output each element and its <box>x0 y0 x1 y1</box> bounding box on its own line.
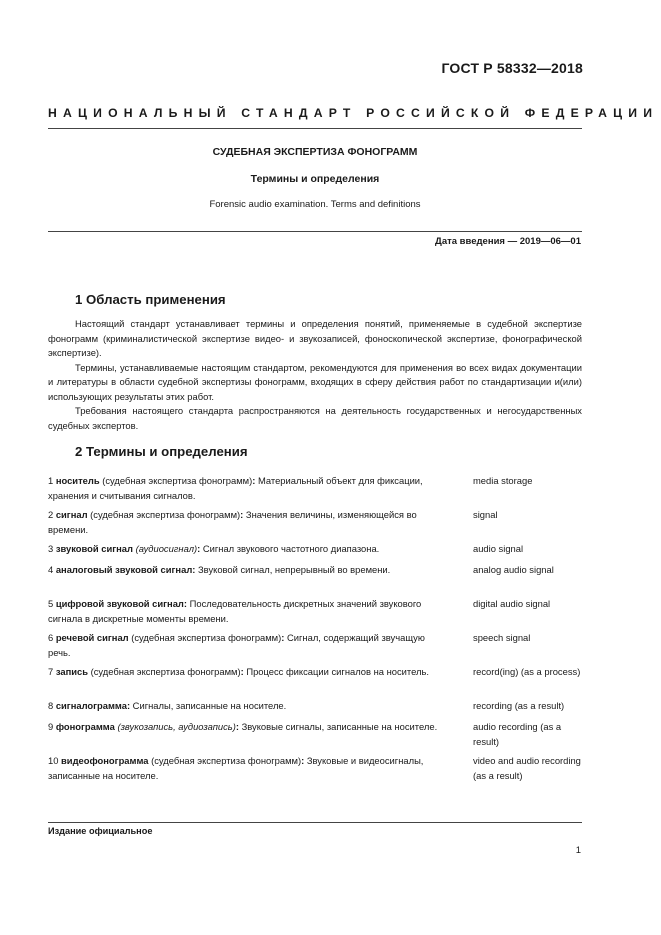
term-separator: : <box>183 598 188 609</box>
term-definition: Звуковые и видеосигналы, записанные на носителе. <box>48 755 424 781</box>
term-entry <box>48 508 442 537</box>
english-title: Forensic audio examination. Terms and definitions <box>209 199 421 210</box>
term-english: recording (as a result) <box>473 700 565 711</box>
term-word: сигналограмма <box>55 700 127 711</box>
term-entry <box>48 754 442 783</box>
term-definition: Материальный объект для фиксации, хранения и считывания сигналов. <box>48 475 423 501</box>
term-separator: : <box>240 666 244 677</box>
term-separator: : <box>240 509 244 520</box>
introduction-date: Дата введения — 2019—06—01 <box>435 236 581 247</box>
page-number: 1 <box>575 845 581 856</box>
paragraph: Требования настоящего стандарта распространяются на деятельность государственных и негосударственных судебных экспертов. <box>48 405 582 431</box>
term-entry <box>48 542 442 557</box>
divider-footer <box>48 822 582 823</box>
official-edition-label: Издание официальное <box>48 826 153 836</box>
term-english: signal <box>473 509 498 520</box>
term-separator: : <box>192 564 196 575</box>
term-word: речевой сигнал <box>55 632 129 643</box>
term-area: (судебная экспертиза фонограмм) <box>148 755 302 766</box>
section-1-body <box>48 317 582 433</box>
term-english: video and audio recording (as a result) <box>473 755 581 781</box>
term-english: audio signal <box>473 543 524 554</box>
term-english: digital audio signal <box>473 598 551 609</box>
term-english: speech signal <box>473 632 531 643</box>
term-area: (судебная экспертиза фонограмм) <box>87 666 241 677</box>
term-entry <box>48 720 442 735</box>
term-separator: : <box>252 475 256 486</box>
term-area: (судебная экспертиза фонограмм) <box>87 509 241 520</box>
national-standard-banner: НАЦИОНАЛЬНЫЙ СТАНДАРТ РОССИЙСКОЙ ФЕДЕРАЦИИ <box>48 106 659 120</box>
term-entry <box>48 597 442 626</box>
term-english: record(ing) (as a process) <box>473 666 581 677</box>
term-number: 8 <box>48 700 54 711</box>
term-number: 2 <box>48 509 54 520</box>
term-number: 3 <box>48 543 54 554</box>
term-entry <box>48 699 442 714</box>
term-entry <box>48 563 442 578</box>
term-number: 6 <box>48 632 54 643</box>
term-separator: : <box>281 632 285 643</box>
document-code: ГОСТ Р 58332—2018 <box>441 60 583 76</box>
paragraph: Настоящий стандарт устанавливает термины и определения понятий, применяемые в судебной экспертизе фонограмм (криминалистической экспертизе видео- и звукозаписей, фоноскопической экспертизе, фонографической экспертизе). <box>48 318 582 358</box>
term-word: звуковой сигнал <box>55 543 133 554</box>
section-2-heading: 2 Термины и определения <box>75 444 248 459</box>
term-number: 5 <box>48 598 54 609</box>
term-area: (судебная экспертиза фонограмм) <box>99 475 253 486</box>
term-entry <box>48 474 442 503</box>
term-word: запись <box>55 666 88 677</box>
term-english: analog audio signal <box>473 564 554 575</box>
term-synonym: (звукозапись, аудиозапись) <box>114 721 236 732</box>
divider-date <box>48 231 582 232</box>
term-definition: Звуковые сигналы, записанные на носителе. <box>239 721 438 732</box>
term-separator: : <box>235 721 239 732</box>
term-entry <box>48 631 442 660</box>
term-entry <box>48 665 442 680</box>
section-1-heading: 1 Область применения <box>75 292 226 307</box>
term-separator: : <box>301 755 305 766</box>
term-word: носитель <box>55 475 100 486</box>
term-definition: Значения величины, изменяющейся во времени. <box>48 509 417 535</box>
document-subtitle: Термины и определения <box>250 173 380 185</box>
term-definition: Сигнал звукового частотного диапазона. <box>200 543 380 554</box>
term-definition: Сигналы, записанные на носителе. <box>130 700 287 711</box>
term-word: сигнал <box>55 509 88 520</box>
term-word: аналоговый звуковой сигнал <box>55 564 193 575</box>
divider-top <box>48 128 582 129</box>
term-synonym: (аудиосигнал) <box>132 543 198 554</box>
term-english: media storage <box>473 475 533 486</box>
term-word: видеофонограмма <box>61 755 149 766</box>
term-definition: Процесс фиксации сигналов на носитель. <box>243 666 429 677</box>
document-title: СУДЕБНАЯ ЭКСПЕРТИЗА ФОНОГРАММ <box>212 146 418 158</box>
term-area: (судебная экспертиза фонограмм) <box>128 632 282 643</box>
term-number: 9 <box>48 721 54 732</box>
term-english: audio recording (as a result) <box>473 721 562 747</box>
term-definition: Сигнал, содержащий звучащую речь. <box>48 632 425 658</box>
term-word: фонограмма <box>55 721 115 732</box>
term-definition: Звуковой сигнал, непрерывный во времени. <box>195 564 391 575</box>
term-definition: Последовательность дискретных значений звукового сигнала в дискретные моменты времени. <box>48 598 422 624</box>
term-number: 4 <box>48 564 54 575</box>
paragraph: Термины, устанавливаемые настоящим стандартом, рекомендуются для применения во всех видах документации и литературы в области судебной экспертизы фонограмм, входящих в сферу действия работ по стандартизации и(или) использующих результаты этих работ. <box>48 361 582 402</box>
term-number: 7 <box>48 666 54 677</box>
term-number: 1 <box>48 475 54 486</box>
term-word: цифровой звуковой сигнал <box>55 598 184 609</box>
term-separator: : <box>197 543 201 554</box>
term-number: 10 <box>48 755 59 766</box>
term-separator: : <box>126 700 131 711</box>
